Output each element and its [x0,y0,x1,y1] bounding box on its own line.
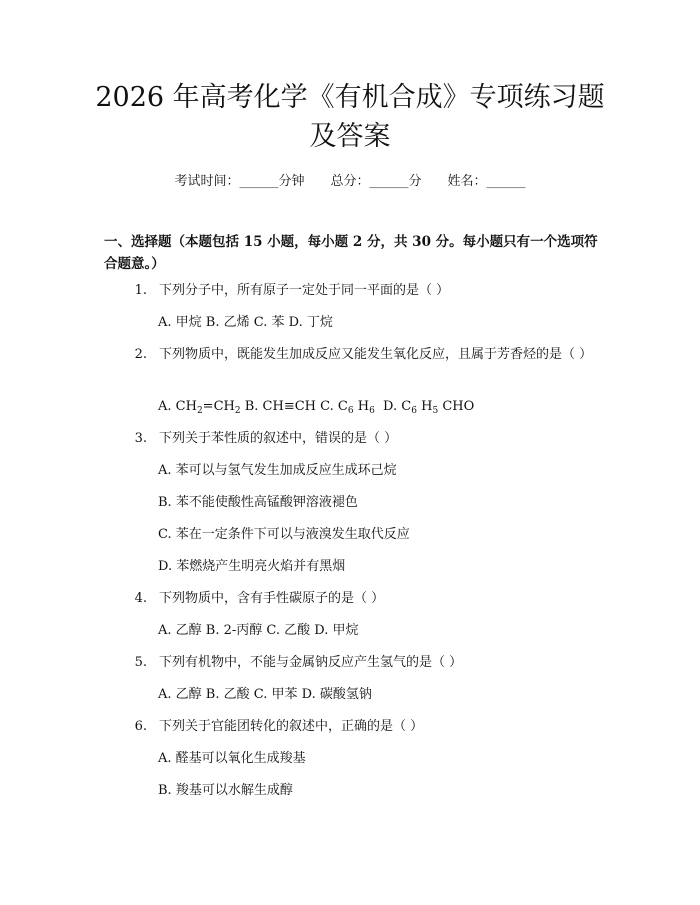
subscript: 6 [411,406,417,416]
subscript: 2 [234,406,241,416]
question-number: 4. [134,591,147,606]
subscript: 6 [369,406,375,416]
question-number: 5. [134,655,147,670]
option-text: H [353,399,370,414]
question-3-option-c: C. 苯在一定条件下可以与液溴发生取代反应 [158,527,410,542]
question-3-option-d: D. 苯燃烧产生明亮火焰并有黑烟 [158,559,346,574]
section-heading: 一、选择题（本题包括 15 小题，每小题 2 分，共 30 分。每小题只有一个选项符合题意。） [104,234,598,272]
option-text: A. CH [158,399,197,414]
option-text: CHO [438,399,475,414]
option-text: B. CH≡CH C. C [240,399,348,414]
subscript: 6 [347,406,354,416]
page-title: 2026 年高考化学《有机合成》专项练习题及答案 [95,82,605,152]
question-number: 2. [134,347,147,362]
question-2-options [158,397,598,421]
question-1-options: A. 甲烷 B. 乙烯 C. 苯 D. 丁烷 [158,315,333,330]
question-3-option-b: B. 苯不能使酸性高锰酸钾溶液褪色 [158,495,358,510]
question-3-option-a: A. 苯可以与氢气发生加成反应生成环己烷 [158,463,397,478]
question-4 [104,589,604,609]
question-number: 6. [134,719,147,734]
option-text: =CH [202,399,235,414]
subscript: 2 [196,406,203,416]
question-1 [104,281,604,301]
question-number: 1. [134,283,147,298]
question-stem: 下列物质中，含有手性碳原子的是（ ） [159,591,385,606]
question-5 [104,653,604,673]
question-6-option-a: A. 醛基可以氧化生成羧基 [158,751,306,766]
subscript: 5 [432,406,439,416]
name-field: 姓名：______ [447,174,526,189]
question-stem: 下列有机物中，不能与金属钠反应产生氢气的是（ ） [159,655,463,670]
option-text: D. C [374,399,412,414]
question-3 [104,429,604,449]
question-stem: 下列关于官能团转化的叙述中，正确的是（ ） [159,719,424,734]
question-5-options: A. 乙醇 B. 乙酸 C. 甲苯 D. 碳酸氢钠 [158,687,372,702]
question-4-options: A. 乙醇 B. 2-丙醇 C. 乙酸 D. 甲烷 [158,623,359,638]
question-6 [104,717,604,737]
total-score-field: 总分：______分 [330,174,422,189]
option-text: H [416,399,433,414]
question-stem: 下列分子中，所有原子一定处于同一平面的是（ ） [159,283,450,298]
question-number: 3. [134,431,147,446]
question-6-option-b: B. 羧基可以水解生成醇 [158,783,293,798]
exam-time-field: 考试时间：______分钟 [174,174,305,189]
exam-meta [0,170,700,189]
question-stem: 下列关于苯性质的叙述中，错误的是（ ） [159,431,398,446]
question-stem: 下列物质中，既能发生加成反应又能发生氧化反应，且属于芳香烃的是（ ） [159,347,593,362]
question-2 [104,345,594,365]
